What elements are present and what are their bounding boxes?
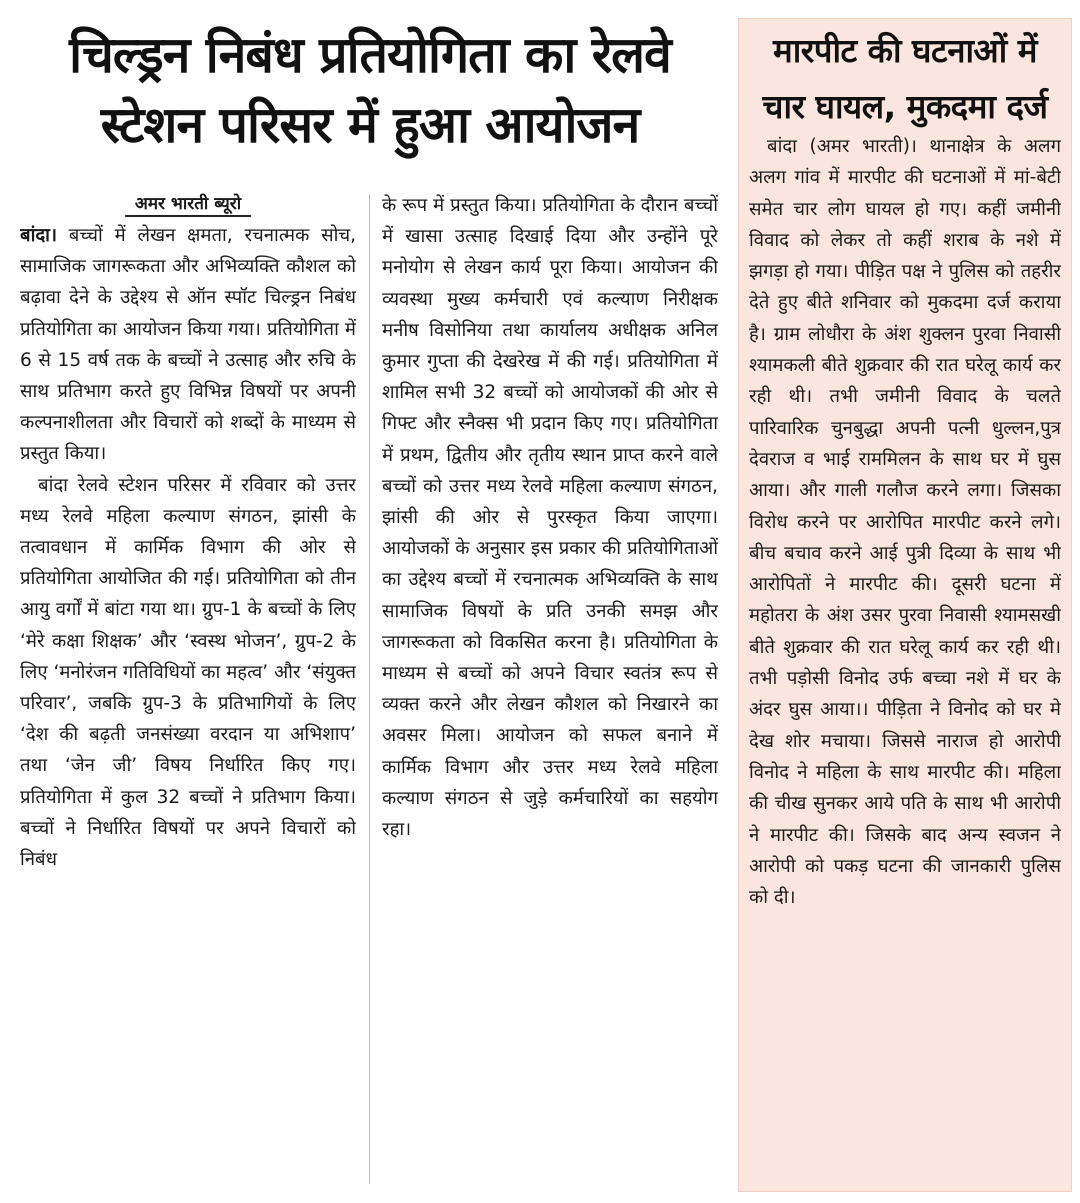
paragraph-1 xyxy=(20,220,356,470)
main-story-columns xyxy=(14,190,726,1190)
side-headline-line1: मारपीट की घटनाओं में xyxy=(772,31,1037,70)
column-divider xyxy=(369,194,370,1184)
main-headline-line2: स्टेशन परिसर में हुआ आयोजन xyxy=(100,96,640,154)
main-headline xyxy=(14,12,726,160)
byline-text: अमर भारती ब्यूरो xyxy=(125,194,251,217)
paragraph-1-text: बच्चों में लेखन क्षमता, रचनात्मक सोच, सामाजिक जागरूकता और अभिव्यक्ति कौशल को बढ़ावा देने के उद्देश्य से ऑन स्पॉट चिल्ड्रन निबंध प्रतियोगिता का आयोजन किया गया। प्रतियोगिता में 6 से 15 वर्ष तक के बच्चों ने उत्साह और रुचि के साथ प्रतिभाग करते हुए विभिन्न विषयों पर अपनी कल्पनाशीलता और विचारों को शब्दों के माध्यम से प्रस्तुत किया। xyxy=(20,225,356,465)
paragraph-2: बांदा रेलवे स्टेशन परिसर में रविवार को उत्तर मध्य रेलवे महिला कल्याण संगठन, झांसी के तत्वावधान में कार्मिक विभाग की ओर से प्रतियोगिता आयोजित की गई। प्रतियोगिता को तीन आयु वर्गों में बांटा गया था। ग्रुप-1 के बच्चों के लिए ‘मेरे कक्षा शिक्षक’ और ‘स्वस्थ भोजन’, ग्रुप-2 के लिए ‘मनोरंजन गतिविधियों का महत्व’ और ‘संयुक्त परिवार’, जबकि ग्रुप-3 के प्रतिभागियों के लिए ‘देश की बढ़ती जनसंख्या वरदान या अभिशाप’ तथा ‘जेन जी’ विषय निर्धारित किए गए। प्रतियोगिता में कुल 32 बच्चों ने प्रतिभाग किया। बच्चों ने निर्धारित विषयों पर अपने विचारों को निबंध xyxy=(20,474,356,871)
main-story xyxy=(14,12,726,1192)
side-story-body xyxy=(749,131,1061,1181)
side-story-box xyxy=(738,18,1072,1192)
column-1 xyxy=(20,190,356,1190)
side-headline-line2: चार घायल, मुकदमा दर्ज xyxy=(762,87,1048,126)
main-headline-line1: चिल्ड्रन निबंध प्रतियोगिता का रेलवे xyxy=(69,26,671,84)
side-story-paragraph: बांदा (अमर भारती)। थानाक्षेत्र के अलग अलग गांव में मारपीट की घटनाओं में मां-बेटी समेत चार लोग घायल हो गए। कहीं जमीनी विवाद को लेकर तो कहीं शराब के नशे में झगड़ा हो गया। पीड़ित पक्ष ने पुलिस को तहरीर देते हुए बीते शनिवार को मुकदमा दर्ज कराया है। ग्राम लोधौरा के अंश शुक्लन पुरवा निवासी श्यामकली बीते शुक्रवार की रात घरेलू कार्य कर रही थी। तभी जमीनी विवाद के चलते पारिवारिक चुनबुद्धा अपनी पत्नी धुल्लन,पुत्र देवराज व भाई राममिलन के साथ घर में घुस आया। और गाली गलौज करने लगा। जिसका विरोध करने पर आरोपित मारपीट करने लगे। बीच बचाव करने आई पुत्री दिव्या के साथ भी आरोपितों ने मारपीट की। दूसरी घटना में महोतरा के अंश उसर पुरवा निवासी श्यामसखी बीते शुक्रवार की रात घरेलू कार्य कर रही थी। तभी पड़ोसी विनोद उर्फ बच्चा नशे में घर के अंदर घुस आया।। पीड़िता ने विनोद को घर मे देख शोर मचाया। जिससे नाराज हो आरोपी विनोद ने महिला के साथ मारपीट की। महिला की चीख सुनकर आये पति के साथ भी आरोपी ने मारपीट की। जिसके बाद अन्य स्वजन ने आरोपी को पकड़ घटना की जानकारी पुलिस को दी। xyxy=(749,136,1061,909)
column-2 xyxy=(382,190,718,1190)
byline xyxy=(20,190,356,218)
paragraph-3: के रूप में प्रस्तुत किया। प्रतियोगिता के दौरान बच्चों में खासा उत्साह दिखाई दिया और उन्होंने पूरे मनोयोग से लेखन कार्य पूरा किया। आयोजन की व्यवस्था मुख्य कर्मचारी एवं कल्याण निरीक्षक मनीष विसोनिया तथा कार्यालय अधीक्षक अनिल कुमार गुप्ता की देखरेख में की गई। प्रतियोगिता में शामिल सभी 32 बच्चों को आयोजकों की ओर से गिफ्ट और स्नैक्स भी प्रदान किए गए। प्रतियोगिता में प्रथम, द्वितीय और तृतीय स्थान प्राप्त करने वाले बच्चों को उत्तर मध्य रेलवे महिला कल्याण संगठन, झांसी की ओर से पुरस्कृत किया जाएगा। आयोजकों के अनुसार इस प्रकार की प्रतियोगिताओं का उद्देश्य बच्चों में रचनात्मक अभिव्यक्ति के साथ सामाजिक विषयों के प्रति उनकी समझ और जागरूकता को विकसित करना है। प्रतियोगिता के माध्यम से बच्चों को अपने विचार स्वतंत्र रूप से व्यक्त करने और लेखन कौशल को निखारने का अवसर मिला। आयोजन को सफल बनाने में कार्मिक विभाग और उत्तर मध्य रेलवे महिला कल्याण संगठन से जुड़े कर्मचारियों का सहयोग रहा। xyxy=(382,195,718,841)
dateline: बांदा। xyxy=(20,225,57,246)
side-headline xyxy=(739,19,1071,135)
